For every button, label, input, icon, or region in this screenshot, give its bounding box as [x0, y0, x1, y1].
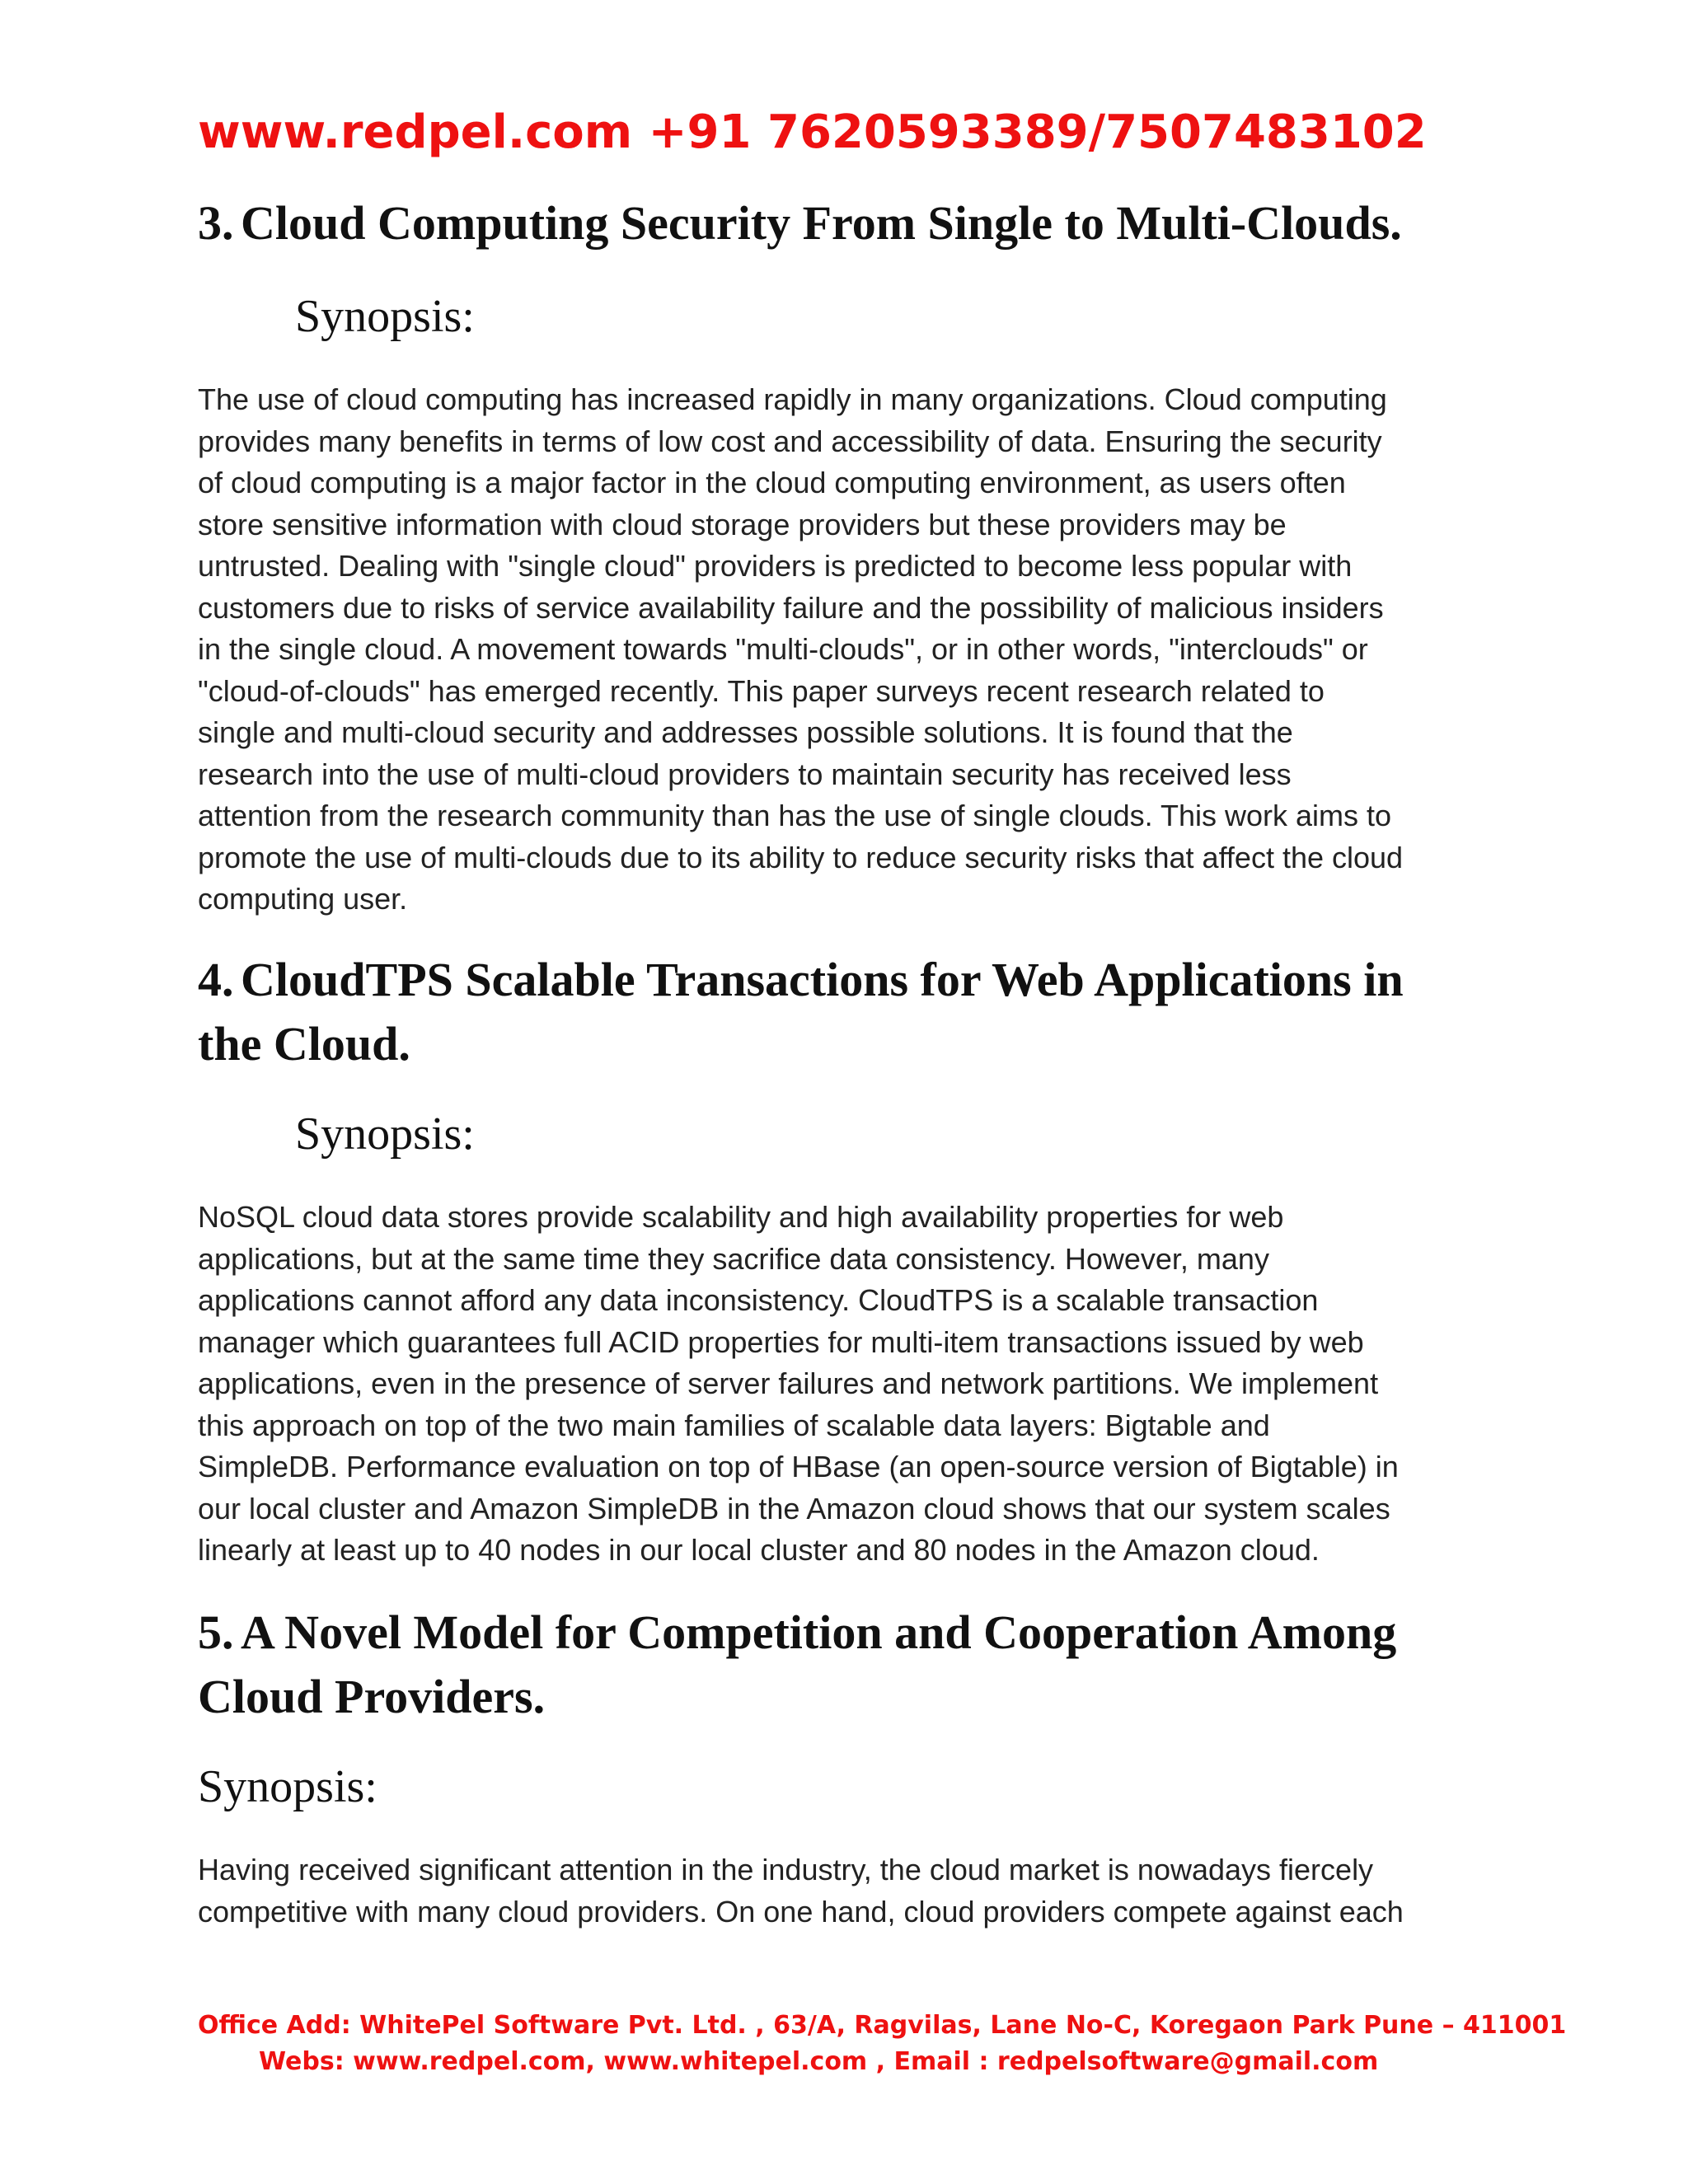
section-5-title-cont: Cloud Providers. — [198, 1670, 546, 1723]
paragraph-line: The use of cloud computing has increased rapidly in many organizations. Cloud computing — [198, 382, 1387, 416]
paragraph-line: provides many benefits in terms of low cost and accessibility of data. Ensuring the security — [198, 424, 1382, 458]
footer-office-address: Office Add: WhitePel Software Pvt. Ltd. , 63/A, Ragvilas, Lane No-C, Koregaon Park Pune – 411001 — [198, 2011, 1567, 2040]
section-5-synopsis-label: Synopsis: — [198, 1761, 377, 1812]
paragraph-line: single and multi-cloud security and addresses possible solutions. It is found that the — [198, 715, 1293, 749]
paragraph-line: store sensitive information with cloud storage providers but these providers may be — [198, 507, 1287, 541]
footer-web-links[interactable]: Webs: www.redpel.com, www.whitepel.com , Email : redpelsoftware@gmail.com — [259, 2047, 1379, 2076]
paragraph-line: customers due to risks of service availability failure and the possibility of malicious insiders — [198, 590, 1384, 625]
paragraph-line: applications, but at the same time they sacrifice data consistency. However, many — [198, 1241, 1269, 1276]
section-5-title: A Novel Model for Competition and Cooperation Among — [241, 1605, 1397, 1659]
section-4-number: 4. — [198, 953, 234, 1006]
paragraph-line: research into the use of multi-cloud providers to maintain security has received less — [198, 757, 1292, 791]
paragraph-line: NoSQL cloud data stores provide scalability and high availability properties for web — [198, 1200, 1284, 1234]
section-4-title: CloudTPS Scalable Transactions for Web Applications in — [241, 953, 1404, 1006]
paragraph-line: our local cluster and Amazon SimpleDB in the Amazon cloud shows that our system scales — [198, 1491, 1390, 1526]
section-3-synopsis-label: Synopsis: — [295, 291, 475, 342]
paragraph-line: competitive with many cloud providers. On one hand, cloud providers compete against each — [198, 1894, 1404, 1929]
section-3-number: 3. — [198, 196, 234, 250]
paragraph-line: manager which guarantees full ACID properties for multi-item transactions issued by web — [198, 1324, 1364, 1359]
paragraph-line: SimpleDB. Performance evaluation on top of HBase (an open-source version of Bigtable) in — [198, 1450, 1399, 1483]
section-3-paragraph — [198, 379, 1500, 921]
paragraph-line: Having received significant attention in the industry, the cloud market is nowadays fiercely — [198, 1853, 1374, 1886]
paragraph-line: attention from the research community than has the use of single clouds. This work aims to — [198, 799, 1392, 832]
paragraph-line: linearly at least up to 40 nodes in our local cluster and 80 nodes in the Amazon cloud. — [198, 1533, 1320, 1567]
paragraph-line: this approach on top of the two main families of scalable data layers: Bigtable and — [198, 1408, 1270, 1442]
paragraph-line: untrusted. Dealing with "single cloud" providers is predicted to become less popular with — [198, 549, 1353, 583]
section-5-paragraph — [198, 1849, 1500, 1933]
contact-header[interactable]: www.redpel.com +91 7620593389/7507483102 — [198, 105, 1427, 159]
paragraph-line: computing user. — [198, 882, 408, 916]
section-5-heading — [198, 1601, 1484, 1729]
paragraph-line: applications, even in the presence of server failures and network partitions. We implement — [198, 1366, 1379, 1400]
paragraph-line: in the single cloud. A movement towards "multi-clouds", or in other words, "interclouds" or — [198, 632, 1368, 666]
section-4-paragraph — [198, 1197, 1500, 1572]
section-3-heading — [198, 191, 1484, 255]
paragraph-line: of cloud computing is a major factor in the cloud computing environment, as users often — [198, 466, 1346, 499]
section-4-title-cont: the Cloud. — [198, 1017, 410, 1071]
paragraph-line: promote the use of multi-clouds due to its ability to reduce security risks that affect the cloud — [198, 840, 1404, 874]
section-3-title: Cloud Computing Security From Single to Multi-Clouds. — [241, 196, 1402, 250]
section-5-number: 5. — [198, 1605, 234, 1659]
section-4-synopsis-label: Synopsis: — [295, 1108, 475, 1160]
paragraph-line: applications cannot afford any data inconsistency. CloudTPS is a scalable transaction — [198, 1283, 1319, 1317]
paragraph-line: "cloud-of-clouds" has emerged recently. This paper surveys recent research related to — [198, 673, 1325, 708]
section-4-heading — [198, 948, 1484, 1076]
